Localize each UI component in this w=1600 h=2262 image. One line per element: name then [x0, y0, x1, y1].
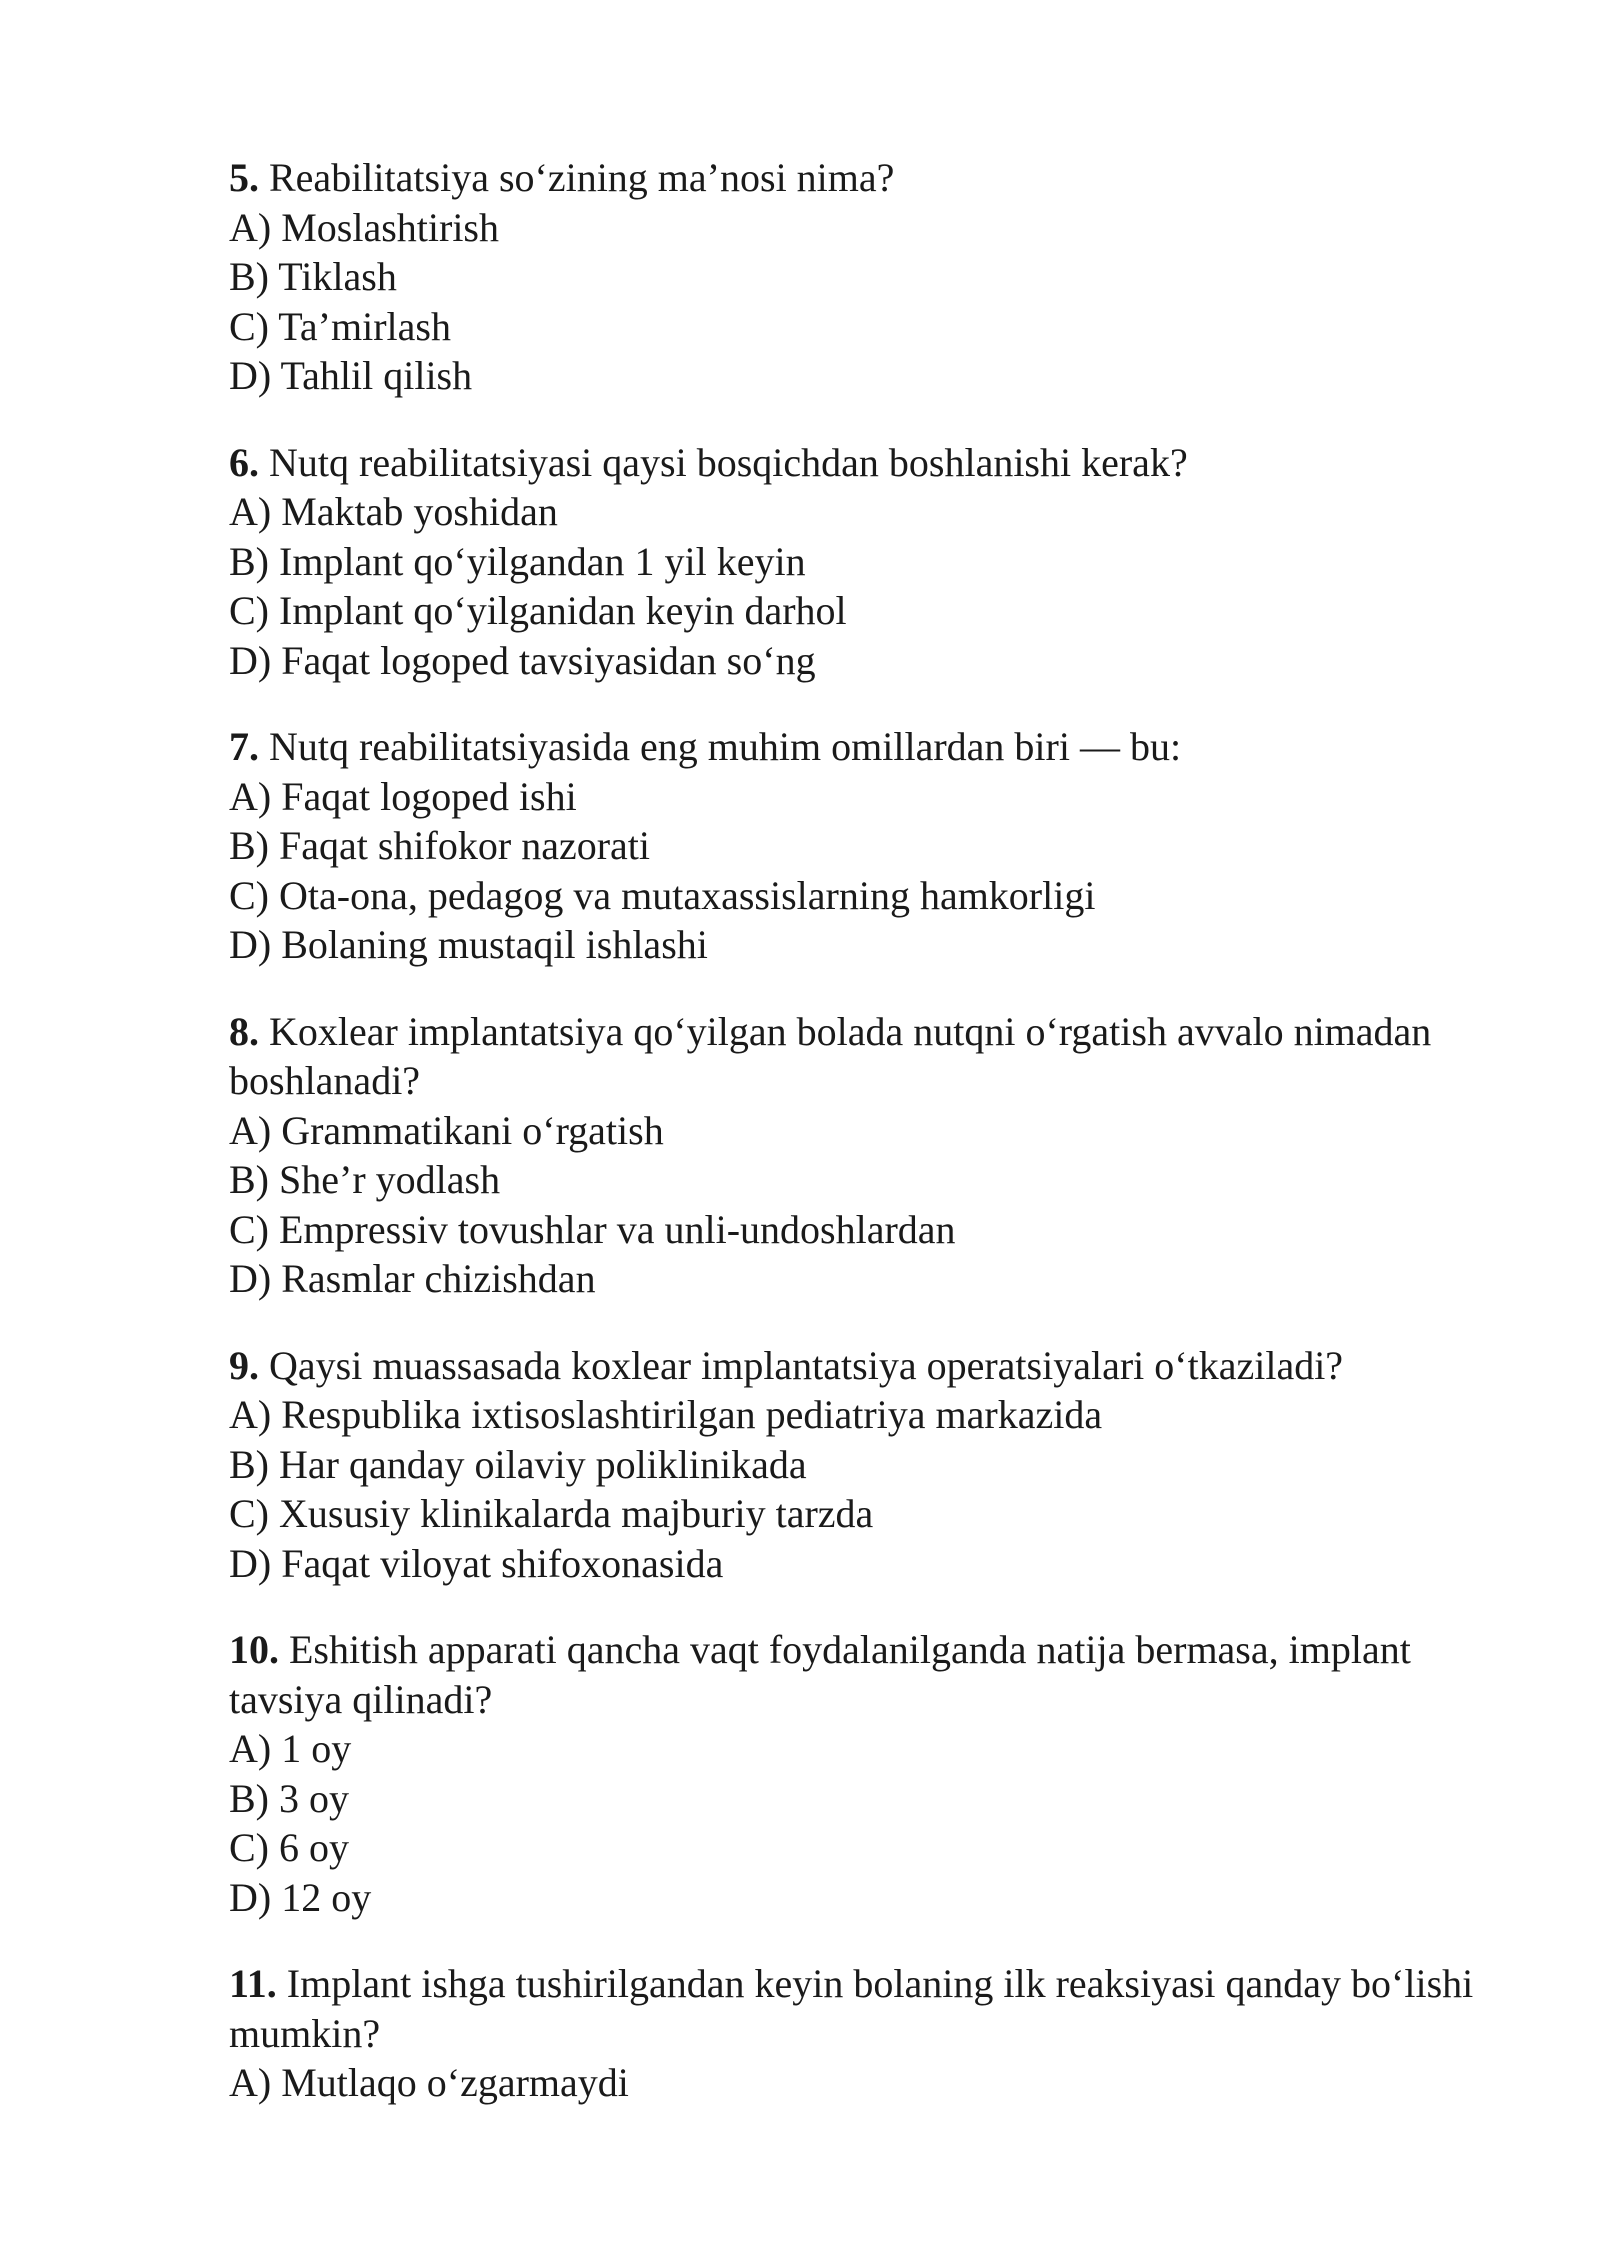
- option-a: A) 1 oy: [229, 1726, 352, 1771]
- question-text: Implant ishga tushirilgandan keyin bolaning ilk reaksiyasi qanday bo‘lishi mumkin?: [229, 1961, 1474, 2056]
- question-number: 11.: [229, 1961, 277, 2006]
- option-a: A) Mutlaqo o‘zgarmaydi: [229, 2060, 629, 2105]
- document-page: [229, 153, 1479, 2145]
- option-c: C) 6 oy: [229, 1825, 349, 1870]
- question-text: Koxlear implantatsiya qo‘yilgan bolada nutqni o‘rgatish avvalo nimadan boshlanadi?: [229, 1008, 1432, 1103]
- option-a: A) Grammatikani o‘rgatish: [229, 1107, 664, 1153]
- option-b: B) Tiklash: [229, 254, 397, 299]
- option-a: A) Maktab yoshidan: [229, 489, 558, 534]
- question-number: 6.: [229, 439, 259, 485]
- option-b: B) Har qanday oilaviy poliklinikada: [229, 1441, 807, 1487]
- option-d: D) Rasmlar chizishdan: [229, 1256, 596, 1301]
- option-d: D) Faqat logoped tavsiyasidan so‘ng: [229, 637, 816, 683]
- option-c: C) Implant qo‘yilganidan keyin darhol: [229, 588, 847, 633]
- option-a: A) Moslashtirish: [229, 204, 499, 250]
- option-c: C) Xususiy klinikalarda majburiy tarzda: [229, 1491, 874, 1536]
- question-text: Reabilitatsiya so‘zining ma’nosi nima?: [259, 155, 895, 200]
- question-number: 5.: [229, 155, 259, 200]
- option-b: B) She’r yodlash: [229, 1157, 501, 1202]
- question-7: [229, 722, 1479, 970]
- question-number: 8.: [229, 1008, 259, 1054]
- option-d: D) Tahlil qilish: [229, 353, 473, 398]
- question-text: Nutq reabilitatsiyasi qaysi bosqichdan boshlanishi kerak?: [259, 439, 1188, 485]
- question-5: [229, 153, 1479, 401]
- option-b: B) 3 oy: [229, 1775, 349, 1821]
- option-c: C) Ota-ona, pedagog va mutaxassislarning hamkorligi: [229, 872, 1096, 918]
- question-number: 9.: [229, 1342, 259, 1388]
- question-11: [229, 1959, 1479, 2108]
- question-text: Eshitish apparati qancha vaqt foydalanilganda natija bermasa, implant tavsiya qilinadi?: [229, 1627, 1411, 1722]
- option-d: D) 12 oy: [229, 1874, 372, 1920]
- option-a: A) Faqat logoped ishi: [229, 773, 577, 819]
- question-10: [229, 1625, 1479, 1922]
- question-text: Nutq reabilitatsiyasida eng muhim omillardan biri — bu:: [259, 724, 1182, 769]
- option-a: A) Respublika ixtisoslashtirilgan pediatriya markazida: [229, 1392, 1103, 1437]
- question-6: [229, 438, 1479, 686]
- option-d: D) Bolaning mustaqil ishlashi: [229, 922, 708, 967]
- option-b: B) Implant qo‘yilgandan 1 yil keyin: [229, 538, 806, 584]
- option-c: C) Ta’mirlash: [229, 303, 451, 349]
- question-number: 7.: [229, 724, 259, 769]
- question-text: Qaysi muassasada koxlear implantatsiya operatsiyalari o‘tkaziladi?: [259, 1342, 1344, 1388]
- question-9: [229, 1341, 1479, 1589]
- question-number: 10.: [229, 1627, 279, 1672]
- question-8: [229, 1007, 1479, 1304]
- option-c: C) Empressiv tovushlar va unli-undoshlardan: [229, 1206, 956, 1252]
- option-b: B) Faqat shifokor nazorati: [229, 823, 650, 868]
- option-d: D) Faqat viloyat shifoxonasida: [229, 1540, 724, 1586]
